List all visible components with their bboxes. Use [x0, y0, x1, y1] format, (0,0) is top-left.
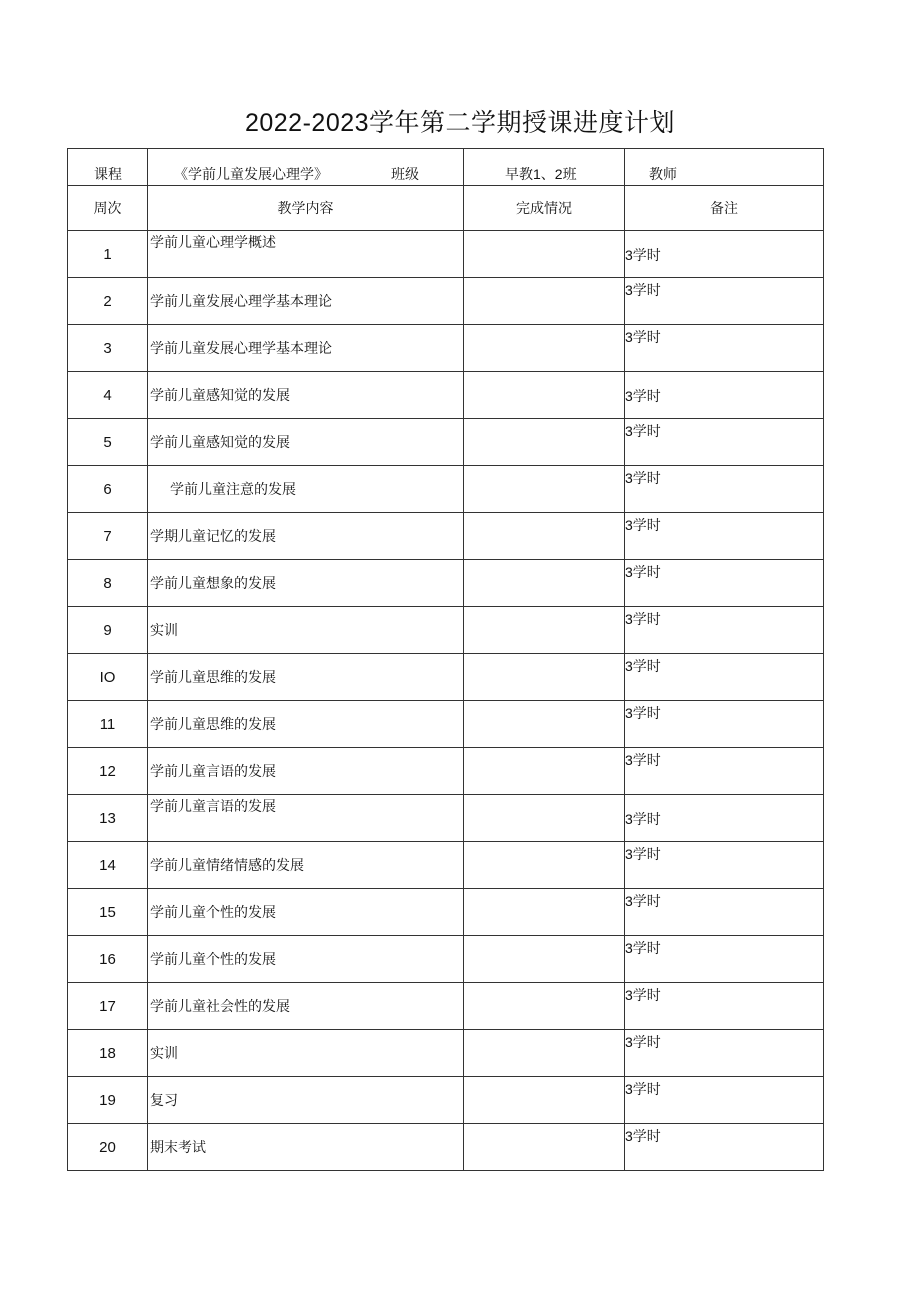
header-content: 教学内容 [148, 186, 464, 231]
table-row [68, 983, 824, 1030]
remarks-text: 3学时 [625, 470, 661, 486]
content-cell [148, 1077, 464, 1124]
content-cell [148, 607, 464, 654]
remarks-text: 3学时 [625, 611, 661, 627]
week-number: 1 [68, 231, 148, 278]
remarks-cell [625, 560, 824, 607]
remarks-cell [625, 1124, 824, 1171]
course-label-cell [68, 149, 148, 186]
table-row [68, 842, 824, 889]
remarks-cell [625, 372, 824, 419]
completion-cell [464, 419, 625, 466]
remarks-text: 3学时 [625, 705, 661, 721]
completion-cell [464, 231, 625, 278]
week-number: 19 [68, 1077, 148, 1124]
content-cell [148, 325, 464, 372]
table-row [68, 701, 824, 748]
remarks-cell [625, 466, 824, 513]
schedule-table [67, 148, 824, 1171]
content-text: 复习 [150, 1093, 178, 1109]
remarks-text: 3学时 [625, 564, 661, 580]
content-text: 实训 [150, 623, 178, 639]
teacher-cell [625, 149, 824, 186]
table-row [68, 231, 824, 278]
remarks-cell [625, 513, 824, 560]
week-number: IO [68, 654, 148, 701]
content-cell [148, 231, 464, 278]
content-cell [148, 701, 464, 748]
table-row [68, 889, 824, 936]
content-cell [148, 513, 464, 560]
remarks-cell [625, 278, 824, 325]
content-cell [148, 466, 464, 513]
completion-cell [464, 1077, 625, 1124]
completion-cell [464, 983, 625, 1030]
remarks-text: 3学时 [625, 517, 661, 533]
completion-cell [464, 1030, 625, 1077]
remarks-text: 3学时 [625, 423, 661, 439]
content-text: 学前儿童言语的发展 [150, 799, 276, 815]
content-text: 学前儿童社会性的发展 [150, 999, 290, 1015]
table-row [68, 654, 824, 701]
remarks-text: 3学时 [625, 247, 661, 263]
course-value: 《学前儿童发展心理学》 [174, 167, 328, 183]
week-rows [68, 231, 824, 1171]
completion-cell [464, 795, 625, 842]
completion-cell [464, 889, 625, 936]
completion-cell [464, 701, 625, 748]
table-row [68, 936, 824, 983]
completion-cell [464, 842, 625, 889]
content-cell [148, 795, 464, 842]
completion-cell [464, 936, 625, 983]
content-text: 学前儿童个性的发展 [150, 952, 276, 968]
remarks-cell [625, 795, 824, 842]
remarks-text: 3学时 [625, 811, 661, 827]
table-row [68, 419, 824, 466]
table-row [68, 795, 824, 842]
content-text: 学前儿童注意的发展 [170, 482, 296, 498]
content-cell [148, 889, 464, 936]
remarks-cell [625, 1030, 824, 1077]
content-cell [148, 1030, 464, 1077]
table-row [68, 748, 824, 795]
week-number: 7 [68, 513, 148, 560]
content-cell [148, 842, 464, 889]
content-text: 学前儿童言语的发展 [150, 764, 276, 780]
remarks-cell [625, 654, 824, 701]
remarks-text: 3学时 [625, 658, 661, 674]
content-text: 学前儿童心理学概述 [150, 235, 276, 251]
info-row [68, 149, 824, 186]
content-cell [148, 372, 464, 419]
completion-cell [464, 278, 625, 325]
content-text: 期末考试 [150, 1140, 206, 1156]
content-cell [148, 278, 464, 325]
table-row [68, 466, 824, 513]
remarks-cell [625, 1077, 824, 1124]
content-cell [148, 654, 464, 701]
content-text: 学前儿童想象的发展 [150, 576, 276, 592]
week-number: 15 [68, 889, 148, 936]
remarks-cell [625, 607, 824, 654]
week-number: 3 [68, 325, 148, 372]
remarks-text: 3学时 [625, 388, 661, 404]
content-text: 学前儿童发展心理学基本理论 [150, 341, 332, 357]
table-row [68, 278, 824, 325]
table-row [68, 1030, 824, 1077]
table-row [68, 513, 824, 560]
content-text: 学前儿童感知觉的发展 [150, 435, 290, 451]
class-value-cell [464, 149, 625, 186]
week-number: 14 [68, 842, 148, 889]
week-number: 5 [68, 419, 148, 466]
week-number: 2 [68, 278, 148, 325]
header-remarks: 备注 [625, 186, 824, 231]
completion-cell [464, 654, 625, 701]
completion-cell [464, 466, 625, 513]
class-label: 班级 [391, 167, 419, 183]
week-number: 18 [68, 1030, 148, 1077]
remarks-cell [625, 889, 824, 936]
teacher-label: 教师 [649, 167, 677, 183]
completion-cell [464, 325, 625, 372]
completion-cell [464, 607, 625, 654]
week-number: 6 [68, 466, 148, 513]
remarks-cell [625, 419, 824, 466]
completion-cell [464, 513, 625, 560]
table-row [68, 560, 824, 607]
content-cell [148, 748, 464, 795]
content-cell [148, 1124, 464, 1171]
remarks-text: 3学时 [625, 1128, 661, 1144]
remarks-text: 3学时 [625, 987, 661, 1003]
header-week: 周次 [68, 186, 148, 231]
content-cell [148, 936, 464, 983]
remarks-cell [625, 748, 824, 795]
remarks-text: 3学时 [625, 1081, 661, 1097]
header-completion: 完成情况 [464, 186, 625, 231]
remarks-cell [625, 701, 824, 748]
content-text: 学前儿童情绪情感的发展 [150, 858, 304, 874]
table-row [68, 325, 824, 372]
week-number: 9 [68, 607, 148, 654]
content-cell [148, 983, 464, 1030]
completion-cell [464, 560, 625, 607]
week-number: 8 [68, 560, 148, 607]
week-number: 11 [68, 701, 148, 748]
table-row [68, 1124, 824, 1171]
header-row [68, 186, 824, 231]
remarks-text: 3学时 [625, 752, 661, 768]
content-text: 学前儿童感知觉的发展 [150, 388, 290, 404]
remarks-text: 3学时 [625, 282, 661, 298]
remarks-text: 3学时 [625, 893, 661, 909]
course-label: 课程 [94, 167, 122, 183]
table-row [68, 1077, 824, 1124]
week-number: 17 [68, 983, 148, 1030]
completion-cell [464, 748, 625, 795]
class-value: 早教1、2班 [505, 166, 577, 182]
content-text: 学前儿童发展心理学基本理论 [150, 294, 332, 310]
course-value-cell [148, 149, 464, 186]
remarks-cell [625, 325, 824, 372]
remarks-text: 3学时 [625, 329, 661, 345]
content-text: 学期儿童记忆的发展 [150, 529, 276, 545]
table-row [68, 372, 824, 419]
week-number: 16 [68, 936, 148, 983]
remarks-text: 3学时 [625, 1034, 661, 1050]
content-text: 学前儿童个性的发展 [150, 905, 276, 921]
week-number: 12 [68, 748, 148, 795]
content-text: 实训 [150, 1046, 178, 1062]
completion-cell [464, 372, 625, 419]
week-number: 20 [68, 1124, 148, 1171]
remarks-text: 3学时 [625, 940, 661, 956]
remarks-cell [625, 983, 824, 1030]
content-cell [148, 560, 464, 607]
remarks-cell [625, 842, 824, 889]
page-title: 2022-2023学年第二学期授课进度计划 [244, 109, 676, 137]
week-number: 13 [68, 795, 148, 842]
remarks-cell [625, 936, 824, 983]
content-text: 学前儿童思维的发展 [150, 717, 276, 733]
table-row [68, 607, 824, 654]
remarks-text: 3学时 [625, 846, 661, 862]
content-text: 学前儿童思维的发展 [150, 670, 276, 686]
completion-cell [464, 1124, 625, 1171]
content-cell [148, 419, 464, 466]
week-number: 4 [68, 372, 148, 419]
remarks-cell [625, 231, 824, 278]
